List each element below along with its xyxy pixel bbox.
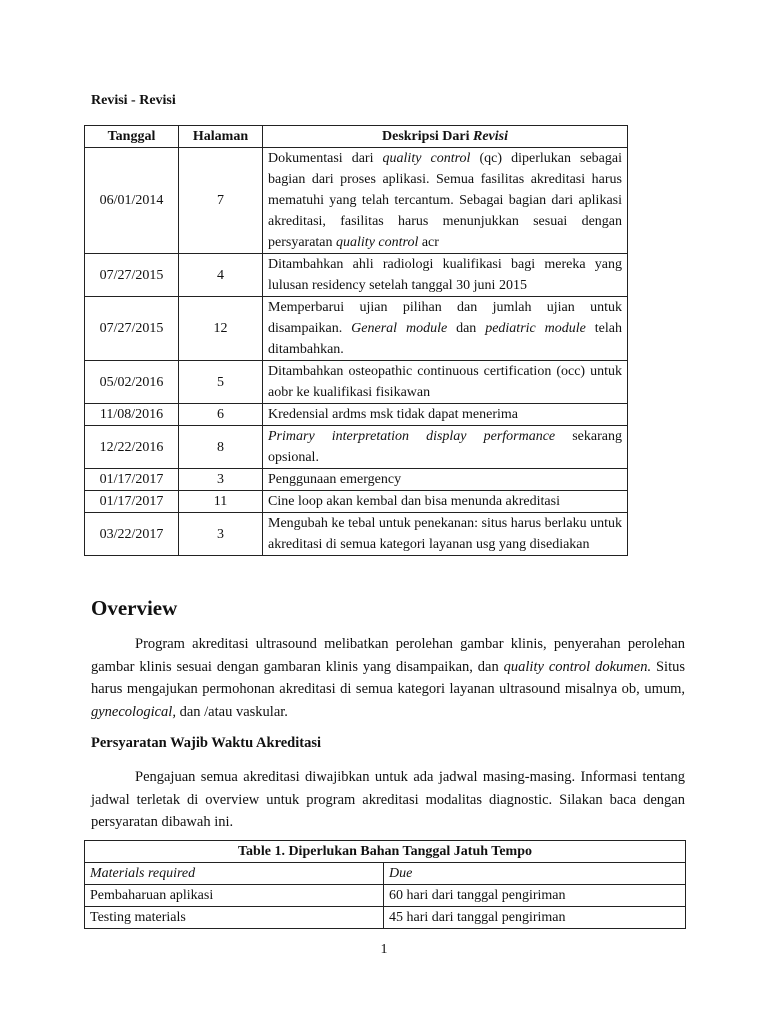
due-col-header: Due	[384, 863, 686, 885]
overview-paragraph	[91, 633, 685, 723]
revision-date: 01/17/2017	[85, 469, 179, 491]
header-description-italic: Revisi	[473, 129, 508, 144]
revision-description-text-run: Memperbarui ujian pilihan dan jumlah ujian untuk disampaikan.	[268, 300, 622, 336]
material-name: Testing materials	[85, 907, 384, 929]
materials-table	[84, 840, 686, 929]
revision-description-italic-run: quality control	[336, 235, 419, 250]
header-date: Tanggal	[85, 126, 179, 148]
material-due: 45 hari dari tanggal pengiriman	[384, 907, 686, 929]
revision-description-text-run: Cine loop akan kembal dan bisa menunda akreditasi	[268, 494, 560, 509]
revision-date: 07/27/2015	[85, 297, 179, 361]
revisions-table	[84, 125, 628, 556]
requirements-paragraph: Pengajuan semua akreditasi diwajibkan untuk ada jadwal masing-masing. Informasi tentang jadwal terletak di overview untuk program akreditasi modalitas diagnostic. Silakan baca dengan persyaratan dibawah ini.	[91, 769, 685, 830]
overview-italic-run: gynecological,	[91, 703, 176, 720]
header-page: Halaman	[179, 126, 263, 148]
header-description-text: Deskripsi Dari	[382, 129, 473, 144]
revision-description-text-run: Penggunaan emergency	[268, 472, 402, 487]
revision-description-italic-run: General module	[351, 321, 448, 336]
revision-page: 3	[179, 513, 263, 556]
revision-page: 11	[179, 491, 263, 513]
revision-description	[263, 148, 628, 254]
revision-description-text-run: Kredensial ardms msk tidak dapat menerima	[268, 407, 518, 422]
material-name: Pembaharuan aplikasi	[85, 885, 384, 907]
revision-date: 07/27/2015	[85, 254, 179, 297]
revisions-title: Revisi - Revisi	[91, 93, 176, 108]
revision-description-text-run: dan	[447, 321, 486, 336]
revision-page: 4	[179, 254, 263, 297]
materials-header-row	[85, 863, 686, 885]
revision-row	[85, 491, 628, 513]
revision-description-text-run: acr	[418, 235, 439, 250]
materials-body	[85, 863, 686, 929]
revision-description-text-run: Ditambahkan ahli radiologi kualifikasi bagi mereka yang lulusan residency setelah tanggal 30 juni 2015	[268, 257, 622, 293]
revision-description-text-run: Ditambahkan osteopathic continuous certification (occ) untuk aobr ke kualifikasi fisikawan	[268, 364, 622, 400]
page-number: 1	[380, 942, 388, 957]
revision-description	[263, 491, 628, 513]
revisions-header-row	[85, 126, 628, 148]
materials-title-row	[85, 841, 686, 863]
revision-description	[263, 361, 628, 404]
revision-description-text-run: (qc) diperlukan sebagai bagian dari proses aplikasi. Semua fasilitas akreditasi harus mematuhi yang telah tercantum. Sebagai bagian dari aplikasi akreditasi, fasilitas harus menunjukkan sesuai dengan persyaratan	[268, 151, 622, 250]
overview-text-run: dan /atau vaskular.	[175, 703, 288, 720]
revision-description-italic-run: pediatric module	[485, 321, 586, 336]
revision-description	[263, 513, 628, 556]
revision-description-italic-run: quality control	[382, 151, 471, 166]
overview-text-run: Situs harus mengajukan permohonan akreditasi di semua kategori layanan ultrasound misalnya ob, umum,	[91, 658, 686, 697]
revision-row	[85, 426, 628, 469]
material-due: 60 hari dari tanggal pengiriman	[384, 885, 686, 907]
overview-italic-run: quality control dokumen.	[503, 658, 652, 675]
revision-page: 5	[179, 361, 263, 404]
revision-page: 7	[179, 148, 263, 254]
revision-date: 06/01/2014	[85, 148, 179, 254]
revision-row	[85, 404, 628, 426]
revision-date: 01/17/2017	[85, 491, 179, 513]
revision-date: 11/08/2016	[85, 404, 179, 426]
requirements-heading: Persyaratan Wajib Waktu Akreditasi	[91, 735, 322, 751]
revision-description	[263, 254, 628, 297]
materials-table-title: Table 1. Diperlukan Bahan Tanggal Jatuh Tempo	[85, 841, 686, 863]
overview-text-run: Program akreditasi ultrasound melibatkan perolehan gambar klinis, penyerahan perolehan gambar klinis sesuai dengan gambaran klinis yang disampaikan, dan	[91, 636, 685, 675]
revision-row	[85, 361, 628, 404]
materials-row	[85, 907, 686, 929]
header-description	[263, 126, 628, 148]
revision-row	[85, 513, 628, 556]
revision-row	[85, 297, 628, 361]
revision-row	[85, 254, 628, 297]
revision-description-text-run: Dokumentasi dari	[268, 151, 383, 166]
revision-description	[263, 426, 628, 469]
materials-col-header: Materials required	[85, 863, 384, 885]
revision-description-text-run: telah ditambahkan.	[268, 321, 622, 357]
revision-description-italic-run: Primary interpretation display performance	[268, 429, 556, 444]
revision-row	[85, 469, 628, 491]
revision-date: 05/02/2016	[85, 361, 179, 404]
revision-row	[85, 148, 628, 254]
revision-description	[263, 469, 628, 491]
revision-description-text-run: sekarang opsional.	[268, 429, 622, 465]
revision-page: 3	[179, 469, 263, 491]
revision-date: 12/22/2016	[85, 426, 179, 469]
materials-row	[85, 885, 686, 907]
revision-date: 03/22/2017	[85, 513, 179, 556]
revision-description	[263, 404, 628, 426]
revision-page: 12	[179, 297, 263, 361]
revision-description-text-run: Mengubah ke tebal untuk penekanan: situs harus berlaku untuk akreditasi di semua kategori layanan usg yang disediakan	[268, 516, 622, 552]
revision-description	[263, 297, 628, 361]
revision-page: 6	[179, 404, 263, 426]
revision-page: 8	[179, 426, 263, 469]
overview-heading: Overview	[91, 596, 178, 620]
revisions-body	[85, 148, 628, 556]
